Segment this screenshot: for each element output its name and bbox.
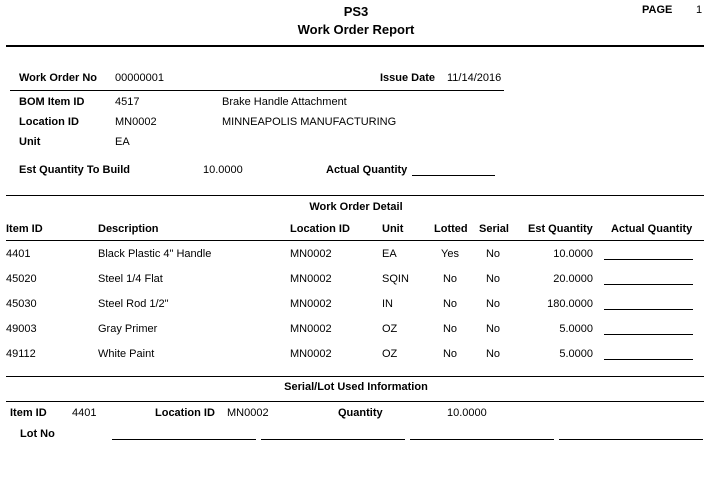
lot-no-blank: [410, 439, 554, 440]
lot-no-label: Lot No: [20, 428, 55, 440]
lot-no-blank: [112, 439, 256, 440]
col-header-description: Description: [98, 223, 159, 235]
work-order-value: 00000001: [115, 72, 164, 84]
serial-top-divider: [6, 376, 704, 377]
detail-section-title: Work Order Detail: [309, 201, 403, 213]
serial-header-divider: [6, 401, 704, 402]
actual-quantity-blank: [604, 334, 693, 335]
header-divider: [6, 45, 704, 47]
cell-serial: No: [485, 298, 501, 310]
company-name: PS3: [343, 4, 369, 19]
cell-item-id: 4401: [6, 248, 31, 260]
unit-value: EA: [115, 136, 130, 148]
cell-est-quantity: 5.0000: [559, 348, 593, 360]
serial-quantity-value: 10.0000: [447, 407, 487, 419]
col-header-serial: Serial: [479, 223, 509, 235]
lot-no-blank: [559, 439, 703, 440]
report-title: Work Order Report: [297, 22, 415, 37]
cell-unit: EA: [382, 248, 397, 260]
cell-serial: No: [485, 273, 501, 285]
cell-location-id: MN0002: [290, 298, 332, 310]
col-header-item-id: Item ID: [6, 223, 43, 235]
cell-est-quantity: 20.0000: [553, 273, 593, 285]
location-description: MINNEAPOLIS MANUFACTURING: [222, 116, 397, 128]
serial-quantity-label: Quantity: [338, 407, 383, 419]
bom-item-value: 4517: [115, 96, 140, 108]
cell-unit: OZ: [382, 348, 398, 360]
serial-item-value: 4401: [72, 407, 97, 419]
col-header-est-quantity: Est Quantity: [528, 223, 593, 235]
actual-quantity-label: Actual Quantity: [326, 164, 408, 176]
work-order-label: Work Order No: [19, 72, 98, 84]
issue-date-value: 11/14/2016: [447, 72, 502, 84]
issue-date-label: Issue Date: [380, 72, 436, 84]
detail-top-divider: [6, 195, 704, 196]
actual-quantity-blank: [604, 284, 693, 285]
cell-description: Steel 1/4 Flat: [98, 273, 163, 285]
cell-lotted: No: [442, 273, 458, 285]
location-value: MN0002: [115, 116, 157, 128]
serial-location-label: Location ID: [155, 407, 215, 419]
serial-section-title: Serial/Lot Used Information: [284, 381, 428, 393]
cell-item-id: 49003: [6, 323, 37, 335]
order-info-divider: [10, 90, 504, 91]
cell-unit: SQIN: [382, 273, 409, 285]
cell-lotted: No: [442, 348, 458, 360]
page-label: PAGE: [642, 4, 673, 16]
cell-lotted: No: [442, 323, 458, 335]
cell-location-id: MN0002: [290, 348, 332, 360]
cell-description: Black Plastic 4" Handle: [98, 248, 212, 260]
cell-serial: No: [485, 323, 501, 335]
cell-description: Steel Rod 1/2": [98, 298, 169, 310]
cell-unit: OZ: [382, 323, 398, 335]
cell-est-quantity: 10.0000: [553, 248, 593, 260]
actual-quantity-blank: [604, 259, 693, 260]
bom-item-label: BOM Item ID: [19, 96, 85, 108]
cell-item-id: 45020: [6, 273, 37, 285]
cell-lotted: No: [442, 298, 458, 310]
page-number: 1: [696, 4, 703, 16]
serial-item-label: Item ID: [10, 407, 47, 419]
est-quantity-value: 10.0000: [203, 164, 243, 176]
cell-est-quantity: 180.0000: [547, 298, 593, 310]
cell-description: White Paint: [98, 348, 155, 360]
est-quantity-label: Est Quantity To Build: [19, 164, 131, 176]
cell-est-quantity: 5.0000: [559, 323, 593, 335]
cell-location-id: MN0002: [290, 323, 332, 335]
cell-description: Gray Primer: [98, 323, 158, 335]
actual-quantity-blank: [412, 175, 495, 176]
col-header-lotted: Lotted: [434, 223, 468, 235]
cell-item-id: 49112: [6, 348, 36, 360]
location-label: Location ID: [19, 116, 79, 128]
unit-label: Unit: [19, 136, 41, 148]
cell-unit: IN: [382, 298, 393, 310]
lot-no-blank: [261, 439, 405, 440]
bom-item-description: Brake Handle Attachment: [222, 96, 347, 108]
cell-lotted: Yes: [441, 248, 459, 260]
cell-item-id: 45030: [6, 298, 37, 310]
detail-header-divider: [6, 240, 704, 241]
cell-serial: No: [485, 348, 501, 360]
col-header-actual-quantity: Actual Quantity: [611, 223, 693, 235]
serial-location-value: MN0002: [227, 407, 269, 419]
cell-location-id: MN0002: [290, 273, 332, 285]
col-header-location-id: Location ID: [290, 223, 350, 235]
cell-serial: No: [485, 248, 501, 260]
actual-quantity-blank: [604, 309, 693, 310]
cell-location-id: MN0002: [290, 248, 332, 260]
col-header-unit: Unit: [382, 223, 404, 235]
actual-quantity-blank: [604, 359, 693, 360]
